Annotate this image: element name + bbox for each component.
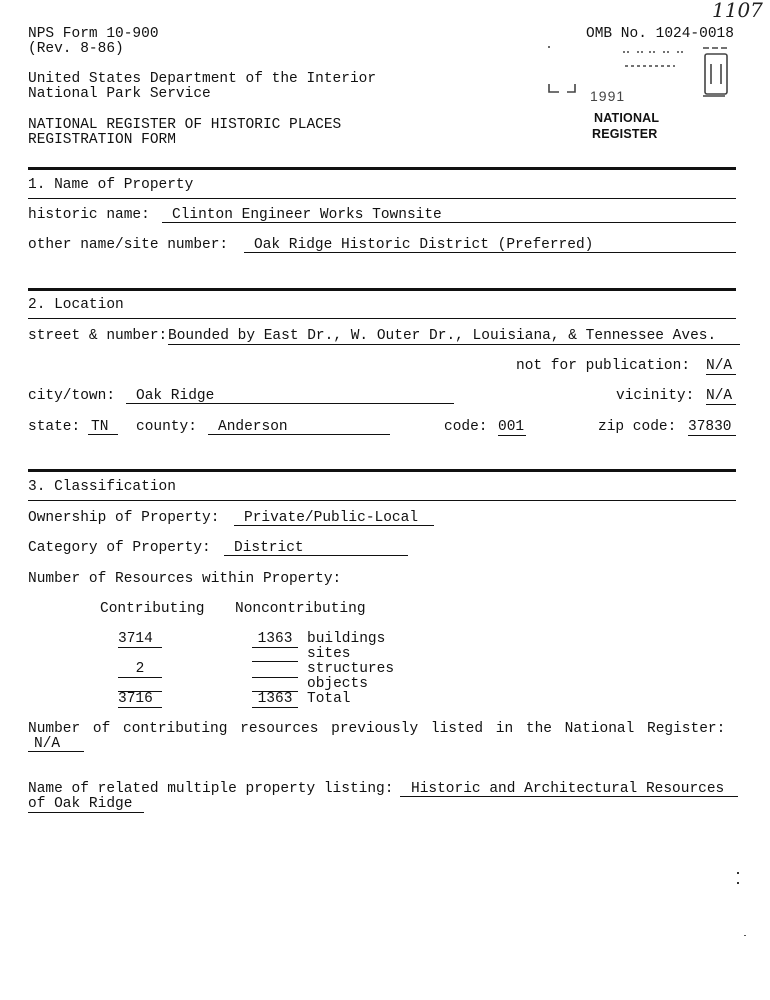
form-number: NPS Form 10-900: [28, 26, 159, 42]
buildings-label: buildings: [307, 631, 386, 647]
historic-name-field[interactable]: Clinton Engineer Works Townsite: [162, 207, 736, 223]
category-label: Category of Property:: [28, 540, 211, 556]
stamp-box-icon: [545, 44, 735, 106]
register-title: NATIONAL REGISTER OF HISTORIC PLACES: [28, 117, 342, 133]
omb-number: OMB No. 1024-0018: [586, 26, 734, 42]
total-label: Total: [307, 691, 351, 707]
county-field[interactable]: Anderson: [208, 419, 390, 435]
form-revision: (Rev. 8-86): [28, 41, 124, 57]
stamp-register: REGISTER: [592, 127, 658, 141]
objects-label: objects: [307, 676, 368, 692]
department-name: United States Department of the Interior: [28, 71, 377, 87]
section2-top-rule: [28, 288, 736, 291]
noncontributing-total-field[interactable]: 1363: [252, 691, 298, 708]
other-name-field[interactable]: Oak Ridge Historic District (Preferred): [244, 237, 736, 253]
code-label: code:: [444, 419, 488, 435]
section1-top-rule: [28, 167, 736, 170]
noncontributing-sites-field[interactable]: [252, 645, 298, 662]
vicinity-field[interactable]: N/A: [706, 388, 736, 405]
contributing-structures-field[interactable]: 2: [118, 661, 162, 678]
section3-heading: 3. Classification: [28, 479, 176, 495]
historic-name-label: historic name:: [28, 207, 150, 223]
previously-listed-label: Number of contributing resources previously listed in the National Register:: [28, 721, 726, 737]
noncontributing-buildings-field[interactable]: 1363: [252, 631, 298, 648]
category-field[interactable]: District: [224, 540, 408, 556]
section3-rule: [28, 500, 736, 501]
noncontributing-objects-field[interactable]: [252, 675, 298, 692]
section1-heading: 1. Name of Property: [28, 177, 194, 193]
noncontributing-header: Noncontributing: [235, 601, 366, 617]
not-for-publication-label: not for publication:: [516, 358, 691, 374]
multiple-listing-field-line2[interactable]: of Oak Ridge: [28, 796, 144, 813]
city-label: city/town:: [28, 388, 116, 404]
contributing-buildings-field[interactable]: 3714: [118, 631, 162, 648]
scan-speck: [744, 935, 746, 936]
section1-rule: [28, 198, 736, 199]
section2-heading: 2. Location: [28, 297, 124, 313]
not-for-publication-field[interactable]: N/A: [706, 358, 736, 375]
multiple-listing-field-line1[interactable]: Historic and Architectural Resources: [400, 781, 738, 797]
multiple-listing-label: Name of related multiple property listing:: [28, 781, 394, 797]
structures-label: structures: [307, 661, 395, 677]
form-title: REGISTRATION FORM: [28, 132, 176, 148]
scan-speck: [737, 882, 739, 884]
section3-top-rule: [28, 469, 736, 472]
service-name: National Park Service: [28, 86, 211, 102]
street-label: street & number:: [28, 328, 168, 344]
county-label: county:: [136, 419, 197, 435]
ownership-field[interactable]: Private/Public-Local: [234, 510, 434, 526]
vicinity-label: vicinity:: [616, 388, 695, 404]
zip-label: zip code:: [598, 419, 677, 435]
scan-speck: [737, 872, 739, 874]
sites-label: sites: [307, 646, 351, 662]
previously-listed-field[interactable]: N/A: [28, 736, 84, 752]
zip-field[interactable]: 37830: [688, 419, 736, 436]
city-field[interactable]: Oak Ridge: [126, 388, 454, 404]
state-field[interactable]: TN: [88, 419, 118, 435]
contributing-total-field[interactable]: 3716: [118, 691, 162, 708]
contributing-objects-field[interactable]: [118, 675, 162, 692]
resources-label: Number of Resources within Property:: [28, 571, 342, 587]
handwritten-number: 1107: [712, 0, 763, 22]
contributing-header: Contributing: [100, 601, 205, 617]
stamp-national: NATIONAL: [594, 111, 660, 125]
ownership-label: Ownership of Property:: [28, 510, 220, 526]
section2-rule: [28, 318, 736, 319]
code-field[interactable]: 001: [498, 419, 525, 435]
other-name-label: other name/site number:: [28, 237, 229, 253]
stamp-date: 1991: [590, 88, 626, 104]
street-field[interactable]: Bounded by East Dr., W. Outer Dr., Louisiana, & Tennessee Aves.: [168, 328, 740, 345]
state-label: state:: [28, 419, 81, 435]
